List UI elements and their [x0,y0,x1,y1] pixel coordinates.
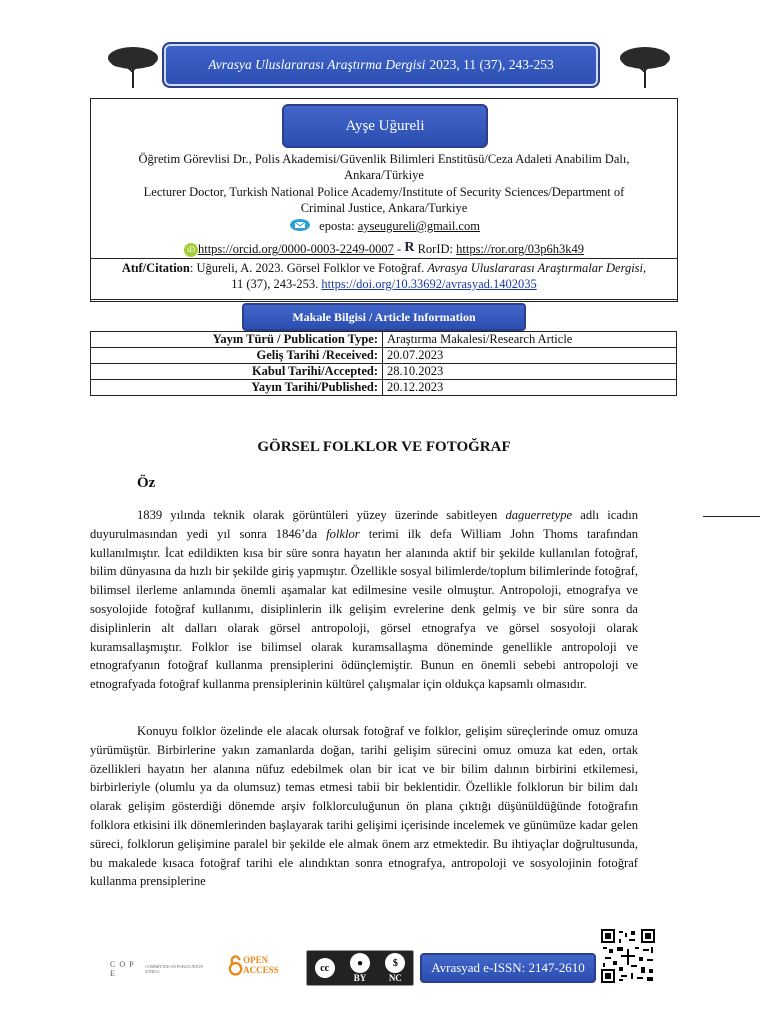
cc-icon: cc [315,958,335,978]
citation-journal: Avrasya Uluslararası Araştırmalar Dergisi, [427,261,647,275]
issn-badge: Avrasyad e-ISSN: 2147-2610 [420,953,596,983]
info-key: Yayın Türü / Publication Type: [91,332,383,348]
info-value: 20.07.2023 [383,348,677,364]
author-name: Ayşe Uğureli [282,104,488,148]
cope-mark: C O P E [110,960,135,978]
qr-code-icon[interactable] [601,929,655,983]
doi-link[interactable]: https://doi.org/10.33692/avrasyad.1402035 [321,277,537,291]
info-key: Geliş Tarihi /Received: [91,348,383,364]
non-commercial-icon: $ [385,953,405,973]
orcid-icon: iD [184,243,198,257]
tree-logo-left-icon [106,44,160,88]
affiliation-tr-line2: Ankara/Türkiye [344,168,424,182]
journal-issue: 2023, 11 (37), 243-253 [429,57,554,72]
ror-label: RorID: [417,242,453,256]
journal-banner [162,42,600,88]
id-separator: - [397,242,402,256]
person-icon: ● [350,953,370,973]
table-row [91,364,677,380]
table-row [91,348,677,364]
divider [90,299,678,300]
citation-label: Atıf/Citation [121,261,190,275]
affiliation-tr-line1: Öğretim Görevlisi Dr., Polis Akademisi/Güvenlik Bilimleri Enstitüsü/Ceza Adaleti Anabilim Dalı, [138,152,630,166]
citation-volume: 11 (37), 243-253. [231,277,319,291]
cope-subtitle: COMMITTEE ON PUBLICATION ETHICS [145,964,204,974]
ids-line [92,240,676,257]
affiliation-en-line2: Criminal Justice, Ankara/Turkiye [300,201,468,215]
citation-text: : Uğureli, A. 2023. Görsel Folklor ve Fotoğraf. [189,261,425,275]
abstract-paragraph-1 [90,506,638,694]
cc-by-label: BY [353,973,367,983]
p1-term-folklor: folklor [326,526,360,541]
cc-license-badge[interactable] [306,950,414,986]
info-value: Araştırma Makalesi/Research Article [383,332,677,348]
cc-nc-label: NC [388,973,402,983]
open-access-logo [228,950,302,980]
info-key: Kabul Tarihi/Accepted: [91,364,383,380]
open-lock-icon [228,954,243,976]
tree-logo-right-icon [618,44,672,88]
abstract-heading: Öz [137,475,156,491]
citation [92,260,676,292]
info-value: 28.10.2023 [383,364,677,380]
affiliation-en-line1: Lecturer Doctor, Turkish National Police Academy/Institute of Security Sciences/Department of [143,185,625,199]
email-label: eposta: [319,219,355,233]
info-key: Yayın Tarihi/Published: [91,380,383,396]
p1-part-b: adlı icadın duyurulmasından yedi yıl sonra 1846’da [90,508,638,541]
article-info-table [90,331,677,396]
orcid-link[interactable]: https://orcid.org/0000-0003-2249-0007 [197,242,394,256]
p1-term-daguerretype: daguerretype [505,508,573,522]
abstract-paragraph-2: Konuyu folklor özelinde ele alacak olursak fotoğraf ve folklor, gelişim süreçlerinde omuz omuza yürümüştür. Birbirlerine yakın zamanlarda doğan, tarihi gelişim sürecini omuz omuza kat eden, ortak özellikleri hayatın her alanına nüfuz edebilmek olan bir icat ve bir bilim dalının birbirini etkilemesi, birbirleriyle (olumlu ya da olumsuz) temas etmesi tabii bir beklentidir. Özellikle folklorun bir bilim dalı olarak gelişim gösterdiği dönemde arşiv folklorculuğunun ön plana çıktığı düşünüldüğünde fotoğrafın folklora etkisini ilk dönemlerinden başlayarak tarihi gelişimi içerisinde incelemek ve günümüze kadar gelen süreci, folklorun gelişimine paralel bir şekilde ele almak önem arz etmektedir. Bu ihtiyaçlar doğrultusunda, bu makalede kısaca fotoğraf tarihi ele alındıktan sonra etnografya, antropoloji ve sosyolojinin fotoğraf kullanma prensiplerine [90,724,638,889]
email-icon [288,217,316,233]
article-info-heading: Makale Bilgisi / Article Information [242,303,526,331]
ror-icon: R [404,240,415,255]
table-row [91,332,677,348]
margin-rule [703,516,760,517]
journal-name: Avrasya Uluslararası Araştırma Dergisi [208,57,426,72]
divider [90,258,678,259]
email-link[interactable]: ayseugureli@gmail.com [357,219,480,233]
p1-part-a: 1839 yılında teknik olarak görüntüleri yüzey üzerinde sabitleyen [137,508,506,522]
p1-part-c: terimi ilk defa William John Thoms tarafından kullanılmıştır. İcat edildikten kısa bir süre sonra hayatın her alanında aktif bir şekilde kullanılan fotoğraf, bilim dünyasına da hızlı bir şekilde giriş yapmıştır. Özellikle sosyal bilimlerde/toplum bilimlerinde fotoğraf, bilimsel ilerleme anlamında önemli aşamalar kat edilmesine vesile olmuştur. Antropoloji, etnografya ve sosyolojide fotoğraf kullanımı, disiplinlerin ilk gelişim evrelerine denk gelmiş ve bir süre sonra da disiplinlerin alt dalları olarak görsel antropoloji, görsel etnografya ve görsel sosyoloji olarak kuramsallaşmıştır. Folklor ise bilimsel olarak kuramsallaşma döneminde genellikle antropoloji ve etnografyanın fotoğraf kullanma prensiplerini ödünçlemiştir. Bunun en önemli sebebi antropoloji ve etnografyada fotoğraf kullanma prensiplerinin kültürel çalışmalar için oldukça kapsamlı olmasıdır. [90,526,638,692]
cope-logo [110,958,210,980]
table-row [91,380,677,396]
info-value: 20.12.2023 [383,380,677,396]
ror-link[interactable]: https://ror.org/03p6h3k49 [456,242,585,256]
open-access-label: OPEN ACCESS [243,955,279,975]
article-title: GÖRSEL FOLKLOR VE FOTOĞRAF [257,439,511,455]
email-line [92,217,676,234]
